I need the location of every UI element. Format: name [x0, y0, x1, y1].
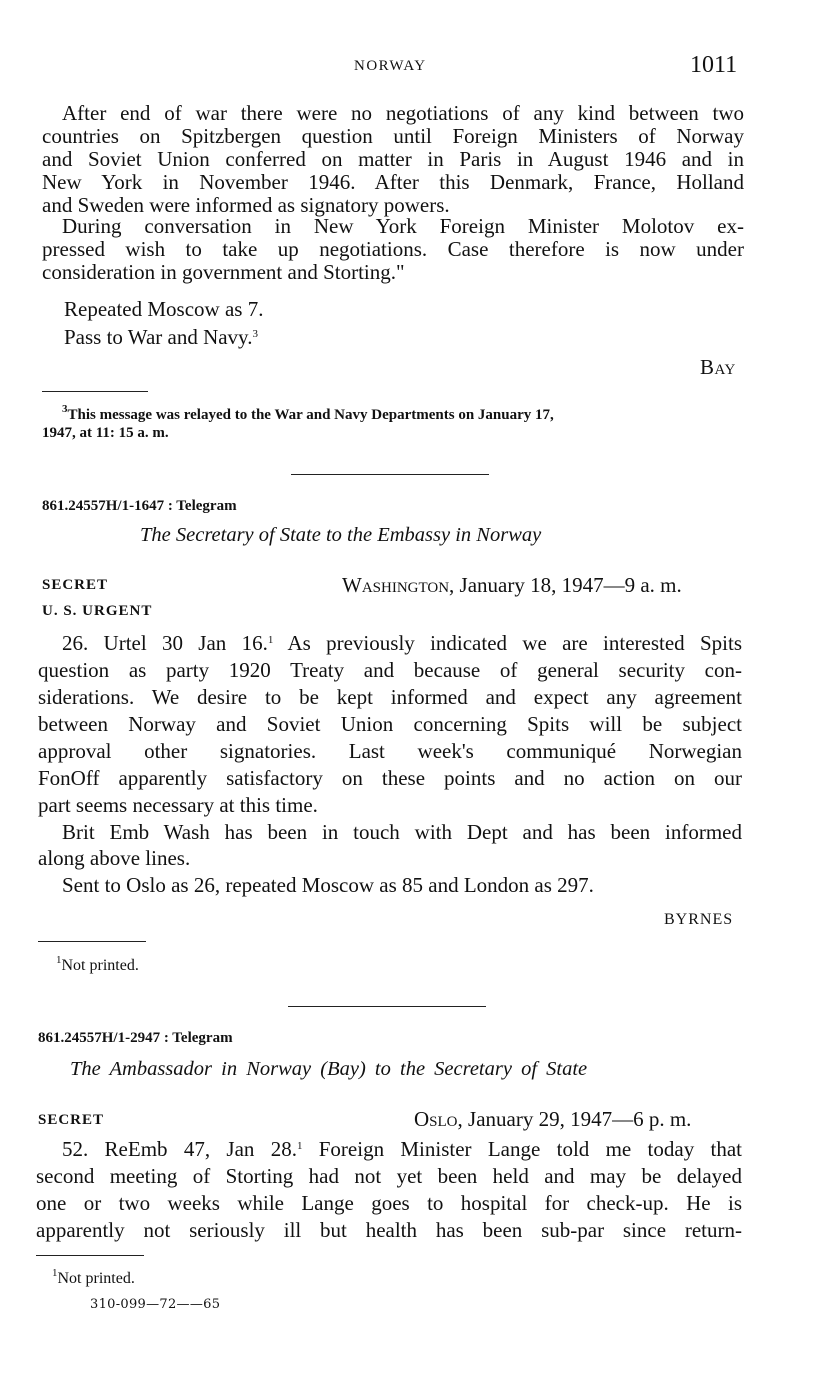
text-line: FonOff apparently satisfactory on these points and no action on our — [38, 766, 742, 790]
footnote-1: $^1$Not printed. — [56, 954, 139, 974]
priority-label: U. S. URGENT — [42, 603, 153, 619]
text-line: After end of war there were no negotiations of any kind between two — [62, 101, 744, 125]
print-code: 310-099—72——65 — [90, 1297, 221, 1312]
text-line: Brit Emb Wash has been in touch with Dept and has been informed — [62, 820, 742, 844]
footnote-reference: 1 — [296, 1140, 303, 1152]
signature-byrnes: BYRNES — [664, 911, 734, 928]
dateline-date: , January 18, 1947—9 a. m. — [449, 573, 682, 597]
dateline — [342, 573, 682, 598]
text-line: one or two weeks while Lange goes to hospital for check-up. He is — [36, 1191, 742, 1215]
footnote-marker: 1 — [56, 954, 62, 966]
signature-bay: Bay — [700, 355, 736, 379]
text-line: and Soviet Union conferred on matter in Paris in August 1946 and in — [42, 147, 744, 171]
telegram-paragraph-3: Sent to Oslo as 26, repeated Moscow as 85 and London as 297. — [62, 873, 594, 897]
dateline — [414, 1107, 691, 1132]
text-line: apparently not seriously ill but health has been sub-par since return- — [36, 1218, 742, 1242]
file-reference: 861.24557H/1-1647 : Telegram — [42, 498, 237, 514]
page-number: 1011 — [690, 52, 738, 78]
footnote-marker: 3 — [62, 403, 68, 415]
running-header-title: NORWAY — [354, 58, 427, 74]
classification-label: SECRET — [42, 577, 109, 593]
text-line: consideration in government and Storting." — [42, 260, 405, 284]
pass-to-text: Pass to War and Navy. — [64, 325, 253, 349]
footnote-divider — [38, 941, 146, 942]
footnote-reference: 1 — [267, 634, 274, 646]
text-line: During conversation in New York Foreign Minister Molotov ex- — [62, 214, 744, 238]
text-line: along above lines. — [38, 846, 191, 870]
classification-label: SECRET — [38, 1112, 105, 1128]
file-reference: 861.24557H/1-2947 : Telegram — [38, 1030, 233, 1046]
footnote-marker: 1 — [52, 1267, 58, 1279]
document-title: The Ambassador in Norway (Bay) to the Secretary of State — [70, 1058, 588, 1080]
dateline-place: Washington — [342, 573, 450, 597]
footnote-divider — [36, 1255, 144, 1256]
text-line: part seems necessary at this time. — [38, 793, 318, 817]
text-line: 26. Urtel 30 Jan 16.$^1$ As previously indicated we are interested Spits — [62, 631, 742, 655]
footnote-reference: 3 — [252, 328, 258, 340]
repeated-line: Repeated Moscow as 7. — [64, 297, 264, 321]
footnote-divider — [42, 391, 148, 392]
document-title: The Secretary of State to the Embassy in Norway — [140, 524, 542, 546]
text-line: second meeting of Storting had not yet been held and may be delayed — [36, 1164, 742, 1188]
section-divider — [288, 1006, 486, 1007]
text-line: pressed wish to take up negotiations. Case therefore is now under — [42, 237, 744, 261]
section-divider — [291, 474, 489, 475]
footnote-1: $^1$Not printed. — [52, 1267, 135, 1287]
text-line: between Norway and Soviet Union concerning Spits will be subject — [38, 712, 742, 736]
text-line: approval other signatories. Last week's communiqué Norwegian — [38, 739, 742, 763]
footnote-3-line-2: 1947, at 11: 15 a. m. — [42, 425, 169, 441]
dateline-place: Oslo — [414, 1107, 458, 1131]
text-line: question as party 1920 Treaty and because of general security con- — [38, 658, 742, 682]
text-line: and Sweden were informed as signatory powers. — [42, 193, 450, 217]
pass-to-line — [64, 325, 258, 350]
footnote-3-line-1: $^3$This message was relayed to the War and Navy Departments on January 17, — [62, 403, 554, 423]
text-line: New York in November 1946. After this Denmark, France, Holland — [42, 170, 744, 194]
text-line: 52. ReEmb 47, Jan 28.$^1$ Foreign Minister Lange told me today that — [62, 1137, 742, 1161]
dateline-date: , January 29, 1947—6 p. m. — [457, 1107, 692, 1131]
text-line: countries on Spitzbergen question until Foreign Ministers of Norway — [42, 124, 744, 148]
text-line: siderations. We desire to be kept informed and expect any agreement — [38, 685, 742, 709]
